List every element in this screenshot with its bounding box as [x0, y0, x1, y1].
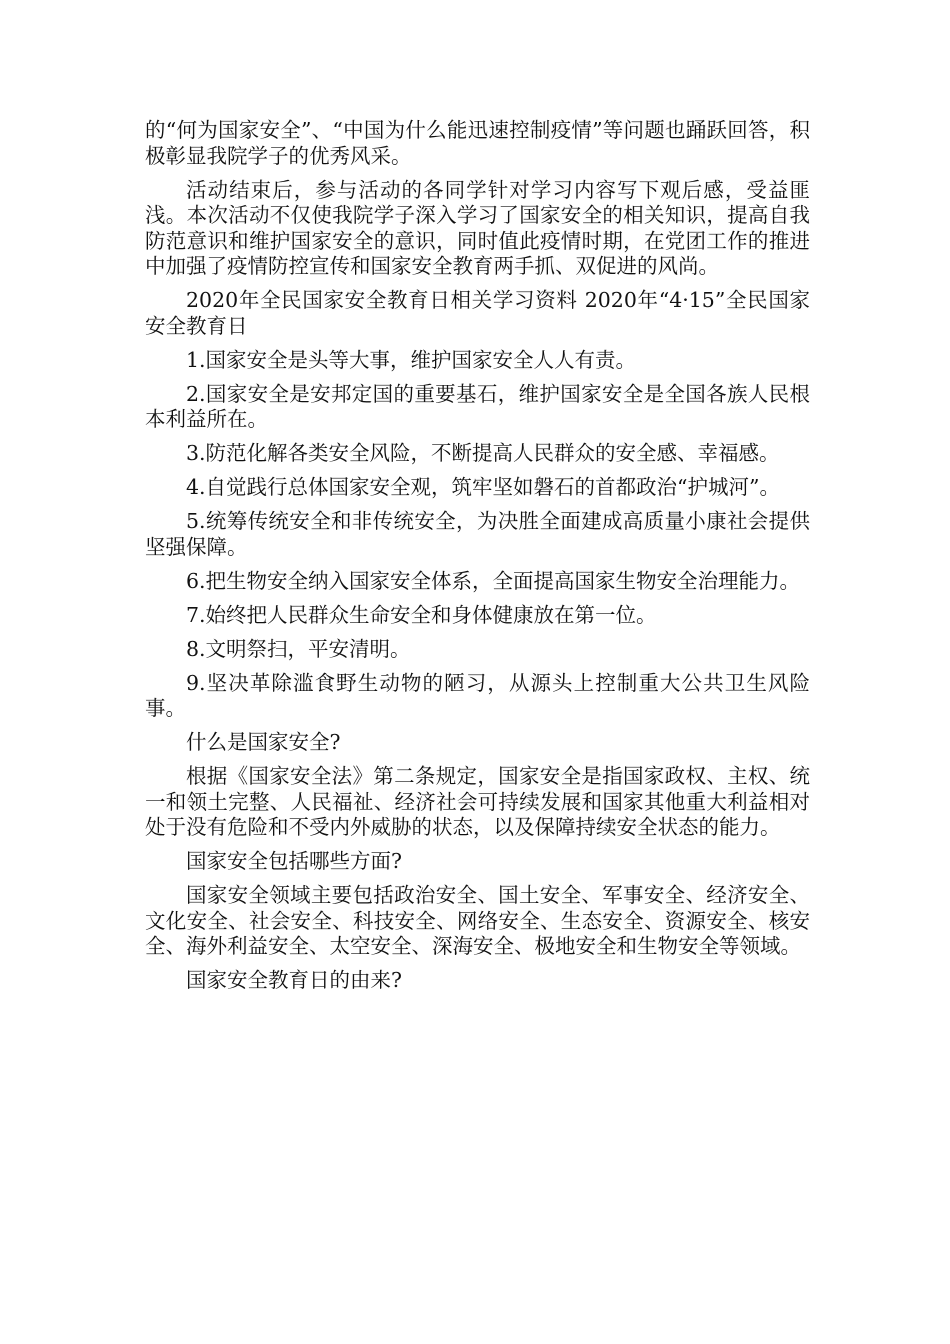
paragraph-materials-heading: 2020年全民国家安全教育日相关学习资料 2020年“4·15”全民国家安全教育日	[145, 288, 810, 338]
list-item-4: 4.自觉践行总体国家安全观，筑牢坚如磐石的首都政治“护城河”。	[186, 475, 781, 499]
answer-aspects: 国家安全领域主要包括政治安全、国土安全、军事安全、经济安全、文化安全、社会安全、科技安全、网络安全、生态安全、资源安全、核安全、海外利益安全、太空安全、深海安全、极地安全和生物安全等领域。	[145, 883, 810, 958]
document-body	[145, 118, 810, 1002]
paragraph-continuation: 的“何为国家安全”、“中国为什么能迅速控制疫情”等问题也踊跃回答，积极彰显我院学子的优秀风采。	[145, 118, 810, 168]
question-what-is-national-security: 什么是国家安全?	[186, 730, 341, 754]
answer-definition: 根据《国家安全法》第二条规定，国家安全是指国家政权、主权、统一和领土完整、人民福祉、经济社会可持续发展和国家其他重大利益相对处于没有危险和不受内外威胁的状态，以及保障持续安全状态的能力。	[145, 764, 810, 839]
list-item-5: 5.统筹传统安全和非传统安全，为决胜全面建成高质量小康社会提供坚强保障。	[145, 509, 810, 559]
list-item-6: 6.把生物安全纳入国家安全体系，全面提高国家生物安全治理能力。	[186, 568, 801, 593]
list-item-7: 7.始终把人民群众生命安全和身体健康放在第一位。	[186, 602, 657, 627]
paragraph-activity-summary: 活动结束后，参与活动的各同学针对学习内容写下观后感，受益匪浅。本次活动不仅使我院学子深入学习了国家安全的相关知识，提高自我防范意识和维护国家安全的意识，同时值此疫情时期，在党团工作的推进中加强了疫情防控宣传和国家安全教育两手抓、双促进的风尚。	[145, 177, 810, 278]
question-origin: 国家安全教育日的由来?	[186, 968, 402, 992]
list-item-9: 9.坚决革除滥食野生动物的陋习，从源头上控制重大公共卫生风险事。	[145, 670, 810, 720]
list-item-8: 8.文明祭扫，平安清明。	[186, 636, 411, 661]
list-item-1: 1.国家安全是头等大事，维护国家安全人人有责。	[186, 347, 637, 372]
list-item-2: 2.国家安全是安邦定国的重要基石，维护国家安全是全国各族人民根本利益所在。	[145, 381, 810, 431]
list-item-3: 3.防范化解各类安全风险，不断提高人民群众的安全感、幸福感。	[186, 441, 780, 465]
question-aspects: 国家安全包括哪些方面?	[186, 849, 402, 873]
